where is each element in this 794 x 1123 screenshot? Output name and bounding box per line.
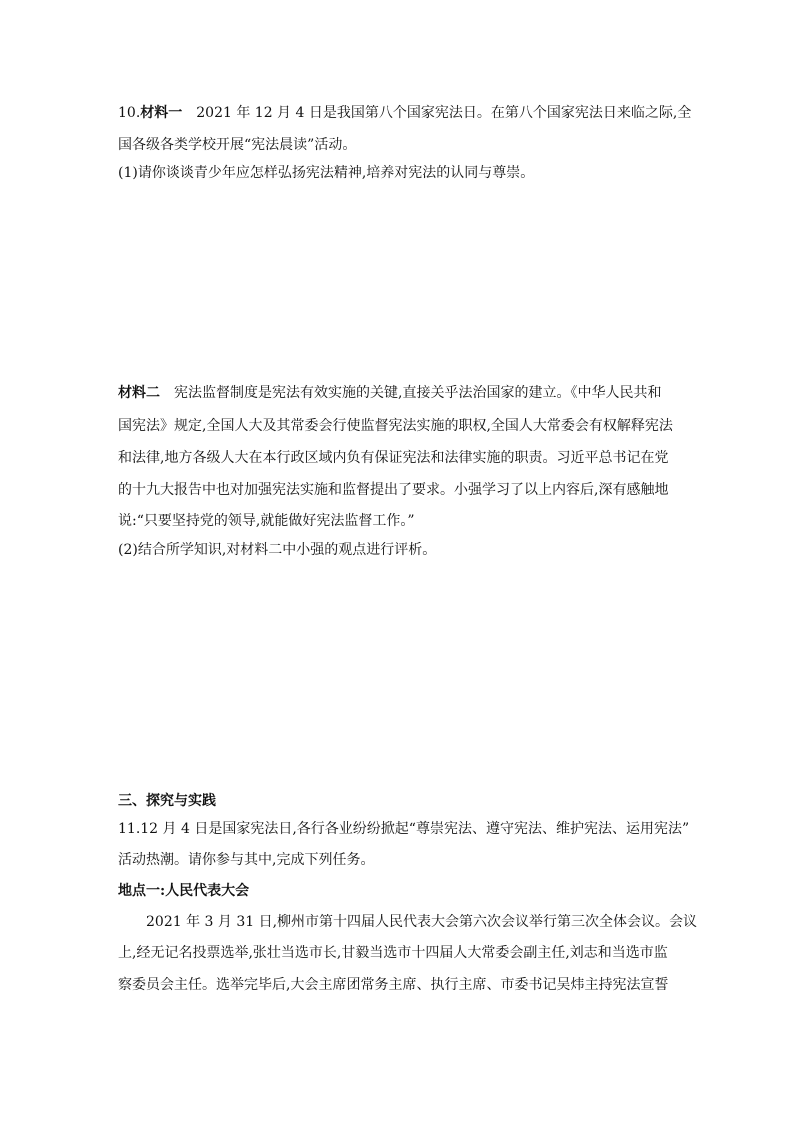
material2-text-line3: 和法律,地方各级人大在本行政区域内负有保证宪法和法律实施的职责。习近平总书记在党 [118,450,669,466]
material2-text-line1: 宪法监督制度是宪法有效实施的关键,直接关乎法治国家的建立。《中华人民共和 [174,385,662,401]
material2-text-line4: 的十九大报告中也对加强宪法实施和监督提出了要求。小强学习了以上内容后,深有感触地 [118,482,669,498]
material2-text-line2: 国宪法》规定,全国人大及其常委会行使监督宪法实施的职权,全国人大常委会有权解释宪法 [118,418,673,434]
q11-line2: 活动热潮。请你参与其中,完成下列任务。 [118,852,375,868]
material1-text-line2: 国各级各类学校开展“宪法晨读”活动。 [118,137,357,153]
material1-label: 材料一 [140,105,183,121]
q10-number: 10. [118,105,141,121]
section-heading: 三、探究与实践 [118,793,216,809]
paragraph-line1: 2021 年 3 月 31 日,柳州市第十四届人民代表大会第六次会议举行第三次全体会议。会议 [146,914,698,930]
question-2: (2)结合所学知识,对材料二中小强的观点进行评析。 [118,542,437,558]
paragraph-line3: 察委员会主任。选举完毕后,大会主席团常务主席、执行主席、市委书记吴炜主持宪法宣誓 [118,977,669,993]
place1-heading: 地点一:人民代表大会 [118,883,250,899]
q10-material2-line1 [118,384,661,402]
material2-text-line5: 说:“只要坚持党的领导,就能做好宪法监督工作。” [118,513,415,529]
material2-label: 材料二 [118,385,160,401]
question-1: (1)请你谈谈青少年应怎样弘扬宪法精神,培养对宪法的认同与尊崇。 [118,165,535,181]
q11-line1: 11.12 月 4 日是国家宪法日,各行各业纷纷掀起“尊崇宪法、遵守宪法、维护宪法、运用宪法” [118,821,690,837]
paragraph-line2: 上,经无记名投票选举,张壮当选市长,甘毅当选市十四届人大常委会副主任,刘志和当选市监 [118,945,668,961]
q10-material1-line1 [118,104,691,122]
material1-text-line1: 2021 年 12 月 4 日是我国第八个国家宪法日。在第八个国家宪法日来临之际,全 [196,105,692,121]
